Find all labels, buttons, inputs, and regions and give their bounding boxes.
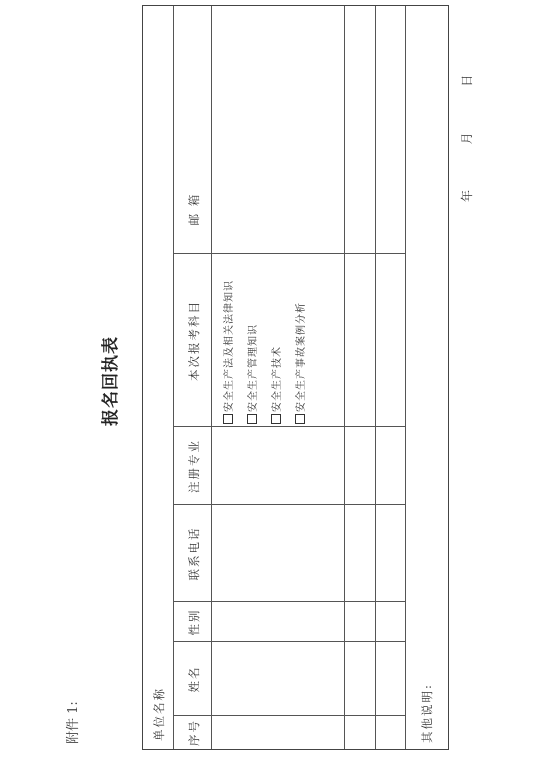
col-divider [173,641,405,642]
checkbox-icon[interactable] [223,414,233,424]
form-title: 报名回执表 [101,336,121,426]
exam-option[interactable]: 安全生产管理知识 [244,324,259,424]
row-divider [173,6,174,749]
col-divider [173,253,405,254]
header-major: 注册专业 [187,439,201,493]
header-name: 姓名 [187,665,201,693]
unit-name-label: 单位名称 [152,687,166,741]
date-year: 年 [460,189,474,202]
header-exam-subjects: 本次报考科目 [187,300,201,381]
checkbox-icon[interactable] [247,414,257,424]
header-phone: 联系电话 [187,526,201,581]
col-divider [173,504,405,505]
checkbox-icon[interactable] [295,414,305,424]
header-serial-no: 序号 [187,719,201,746]
date-day: 日 [460,74,474,87]
registration-table [142,5,449,750]
col-divider [173,426,405,427]
row-divider [375,6,376,749]
date-line [458,75,475,202]
date-month: 月 [460,132,474,145]
col-divider [173,601,405,602]
header-email: 邮 箱 [187,192,201,226]
exam-option[interactable]: 安全生产法及相关法律知识 [220,280,235,424]
exam-option[interactable]: 安全生产技术 [268,346,283,424]
other-notes-label: 其他说明: [420,683,434,743]
exam-option[interactable]: 安全生产事故案例分析 [292,302,307,424]
header-gender: 性别 [187,608,201,636]
row-divider [344,6,345,749]
col-divider [173,715,405,716]
checkbox-icon[interactable] [271,414,281,424]
row-divider [211,6,212,749]
row-divider [405,6,406,749]
attachment-label: 附件 1: [66,701,81,744]
